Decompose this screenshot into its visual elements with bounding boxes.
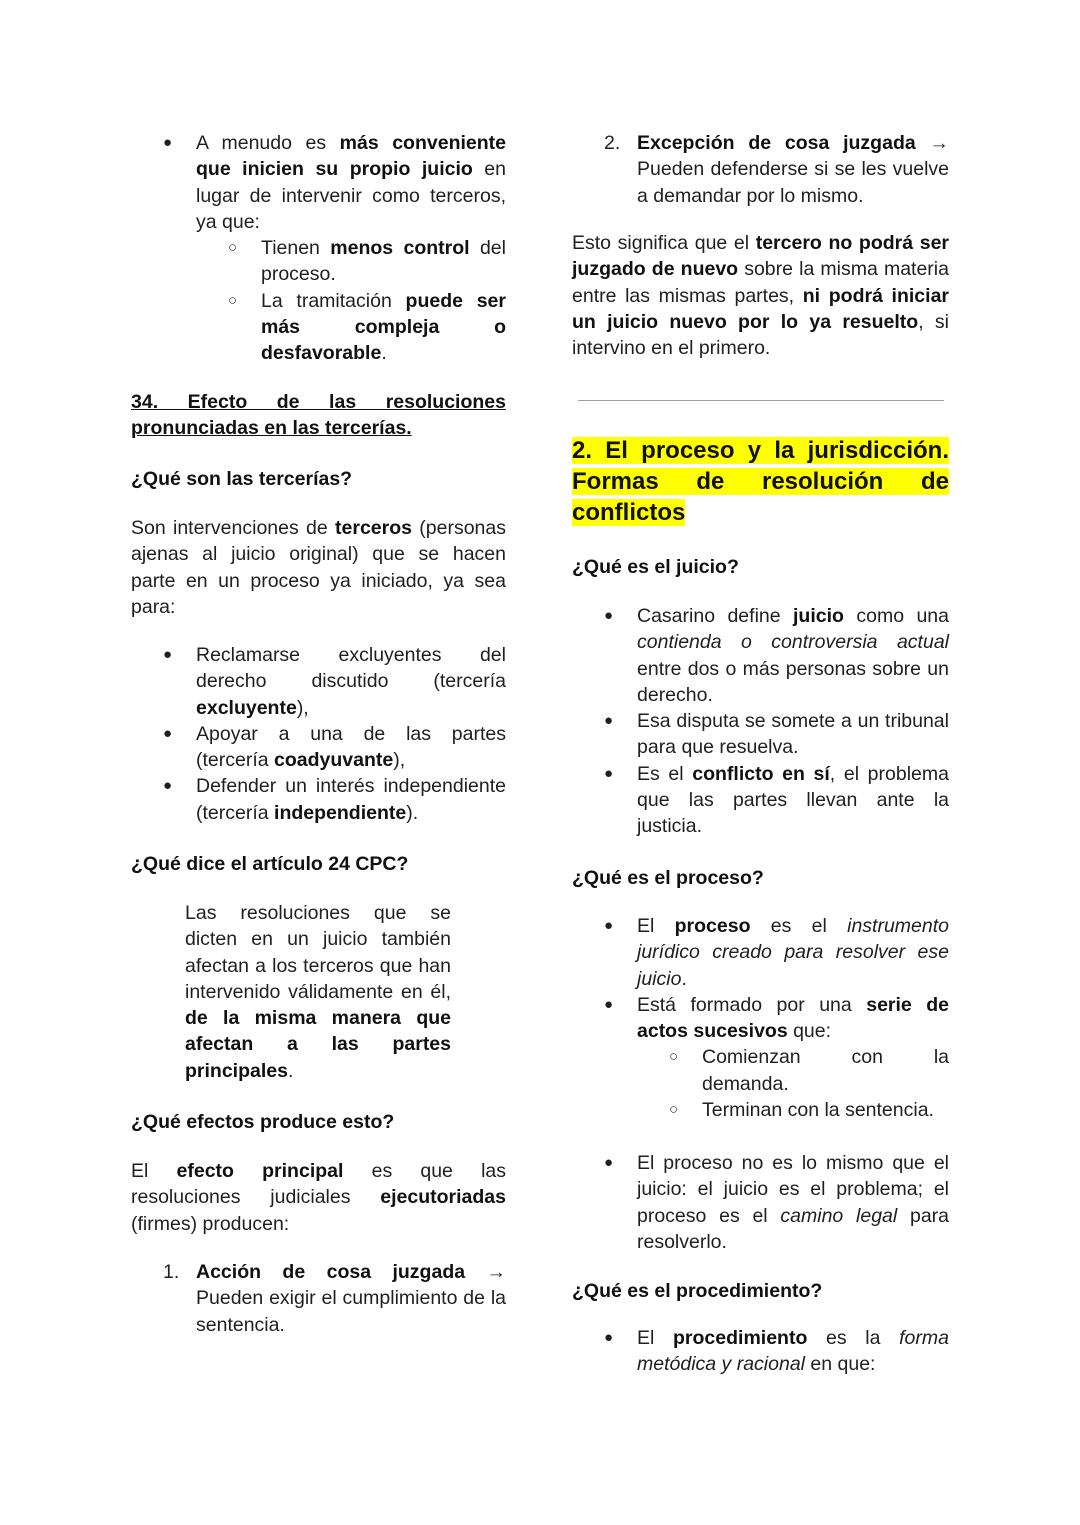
- procedimiento-list: [572, 1325, 949, 1378]
- intro-bullet-list: [131, 130, 506, 367]
- article-quote: Las resoluciones que se dicten en un juicio también afectan a los terceros que han intervenido válidamente en él, de la misma manera que afectan a las partes principales.: [185, 902, 451, 1082]
- bullet-icon: ●: [163, 646, 173, 663]
- sub-list-item: ○ Comienzan con la demanda.: [669, 1046, 949, 1095]
- list-item: ● A menudo es más conveniente que inicien su propio juicio en lugar de intervenir como terceros, ya que:: [163, 132, 506, 233]
- list-item: ● Defender un interés independiente (tercería independiente).: [163, 775, 506, 824]
- highlighted-title-text: 2. El proceso y la jurisdicción. Formas de resolución de conflictos: [572, 437, 949, 526]
- list-item: ● Casarino define juicio como una contienda o controversia actual entre dos o más personas sobre un derecho.: [604, 605, 949, 706]
- question-heading: ¿Qué es el proceso?: [572, 867, 764, 889]
- hollow-bullet-icon: ○: [228, 291, 238, 309]
- list-item: ● El proceso es el instrumento jurídico creado para resolver ese juicio.: [604, 915, 949, 990]
- numbered-item: 2. Excepción de cosa juzgada → Pueden defenderse si se les vuelve a demandar por lo mismo.: [604, 132, 949, 207]
- question-heading: ¿Qué dice el artículo 24 CPC?: [131, 853, 409, 875]
- list-item: ● Esa disputa se somete a un tribunal para que resuelva.: [604, 710, 949, 759]
- bullet-icon: ●: [163, 134, 173, 151]
- bullet-icon: ●: [163, 724, 173, 742]
- bullet-icon: ●: [604, 607, 614, 624]
- horizontal-divider: [578, 400, 944, 401]
- bullet-icon: ●: [604, 712, 614, 730]
- bullet-icon: ●: [604, 764, 614, 782]
- section-title: 34. Efecto de las resoluciones pronunciadas en las tercerías.: [131, 391, 506, 440]
- item-number: 1.: [163, 1261, 180, 1283]
- bullet-icon: ●: [604, 1154, 614, 1171]
- question-heading: ¿Qué efectos produce esto?: [131, 1111, 395, 1133]
- paragraph: El efecto principal es que las resoluciones judiciales ejecutoriadas (firmes) producen:: [131, 1160, 507, 1235]
- summary-paragraph: Esto significa que el tercero no podrá ser juzgado de nuevo sobre la misma materia entre las mismas partes, ni podrá iniciar un juicio nuevo por lo ya resuelto, si intervino en el primero.: [572, 232, 950, 360]
- right-arrow-icon: →: [915, 132, 949, 154]
- chapter-title: [572, 435, 949, 528]
- right-arrow-icon: →: [465, 1261, 506, 1283]
- paragraph: Son intervenciones de terceros (personas ajenas al juicio original) que se hacen parte en un proceso ya iniciado, ya sea para:: [131, 517, 506, 618]
- list-item: ● Está formado por una serie de actos sucesivos que:: [604, 993, 949, 1043]
- question-heading: ¿Qué es el juicio?: [572, 556, 739, 578]
- hollow-bullet-icon: ○: [669, 1048, 679, 1066]
- question-heading: ¿Qué son las tercerías?: [131, 468, 353, 490]
- hollow-bullet-icon: ○: [669, 1101, 679, 1119]
- list-item: ● Reclamarse excluyentes del derecho discutido (tercería excluyente),: [163, 644, 506, 719]
- list-item: ● Es el conflicto en sí, el problema que las partes llevan ante la justicia.: [604, 762, 949, 838]
- bullet-icon: ●: [163, 777, 173, 795]
- question-heading: ¿Qué es el procedimiento?: [572, 1280, 823, 1302]
- bullet-icon: ●: [604, 917, 614, 934]
- juicio-list: [572, 603, 949, 840]
- bullet-icon: ●: [604, 1329, 614, 1346]
- list-item: ● El procedimiento es la forma metódica y racional en que:: [604, 1327, 949, 1376]
- bullet-icon: ●: [604, 995, 614, 1013]
- sub-list-item: ○ Terminan con la sentencia.: [572, 1097, 949, 1123]
- effects-numbered-list: [131, 1259, 506, 1338]
- numbered-item: 1. Acción de cosa juzgada → Pueden exigir el cumplimiento de la sentencia.: [163, 1261, 506, 1336]
- effects-numbered-list-cont: [572, 130, 949, 209]
- hollow-bullet-icon: ○: [228, 239, 238, 257]
- proceso-list: [572, 913, 949, 1123]
- list-item: ● El proceso no es lo mismo que el juicio: el juicio es el problema; el proceso es el camino legal para resolverlo.: [604, 1152, 949, 1253]
- sub-list-item: ○ La tramitación puede ser más compleja o desfavorable.: [228, 289, 506, 365]
- tercerias-list: [131, 642, 506, 826]
- proceso-list-cont: [572, 1150, 949, 1255]
- sub-list-item: ○ Tienen menos control del proceso.: [228, 237, 506, 286]
- list-item: ● Apoyar a una de las partes (tercería coadyuvante),: [163, 722, 506, 772]
- item-number: 2.: [604, 132, 621, 154]
